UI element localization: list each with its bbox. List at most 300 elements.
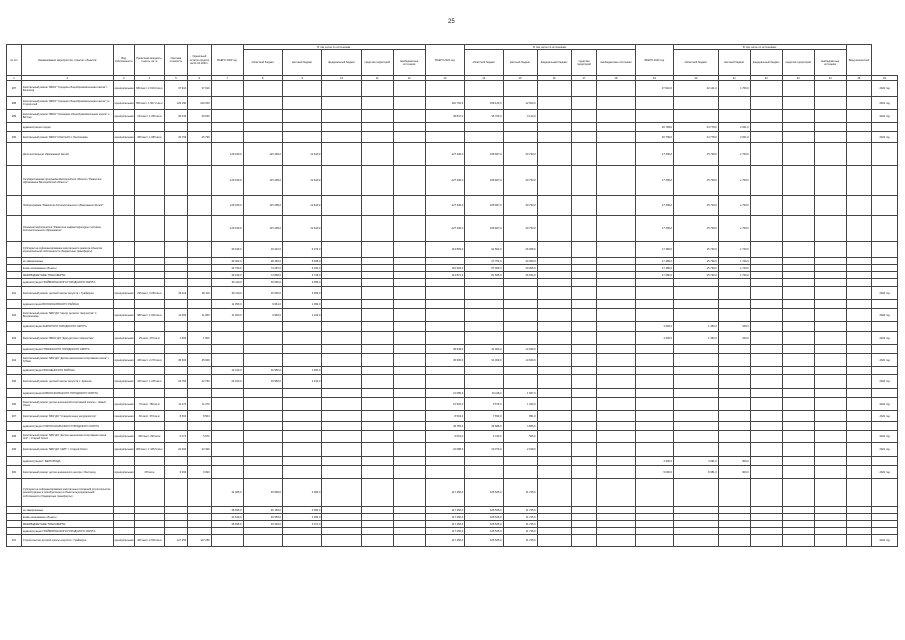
row-cost: 22 760 xyxy=(164,375,187,389)
row-total-2022 xyxy=(635,422,673,431)
row-extra-2021 xyxy=(597,466,635,479)
row-name: Основное мероприятие "Развитие инфраструктуры системы дополнительного образования" xyxy=(21,216,113,242)
row-regional-2021: 105 525,0 xyxy=(465,507,503,514)
row-local-2021: 11 725,0 xyxy=(503,479,537,507)
row-ownership: муниципальная xyxy=(113,398,134,411)
row-total-2022: 17 480,0 xyxy=(635,143,673,166)
table-row xyxy=(7,535,898,547)
row-spare xyxy=(846,322,872,332)
row-total-2022: 1 500,0 xyxy=(635,322,673,332)
row-extra-2020 xyxy=(393,196,425,216)
row-local-2022: 1 749,0 xyxy=(718,216,750,242)
row-local-2022: 1 749,0 xyxy=(718,196,750,216)
row-regional-2021: 4 440,0 xyxy=(465,431,503,443)
row-total-2021 xyxy=(425,322,464,332)
row-total-2022: 17 480,0 xyxy=(635,242,673,258)
row-territory-2020 xyxy=(361,398,393,411)
row-territory-2020 xyxy=(361,81,393,97)
header-total-2021: ВСЕГО 2021 год xyxy=(425,45,464,76)
row-spare xyxy=(846,300,872,309)
row-local-2020: 4 071,0 xyxy=(282,521,321,528)
table-row xyxy=(7,196,898,216)
row-total-2021: 45 600,0 xyxy=(425,354,464,367)
row-territory-2022 xyxy=(782,81,814,97)
row-local-2020: 3 059,0 xyxy=(282,287,321,300)
row-extra-2020 xyxy=(393,528,425,535)
row-total-2020 xyxy=(211,322,243,332)
row-extra-2020 xyxy=(393,143,425,166)
row-local-2020: 3 718,0 xyxy=(282,272,321,279)
row-local-2022: 1 749,0 xyxy=(718,265,750,272)
row-extra-2021 xyxy=(597,431,635,443)
row-territory-2021 xyxy=(571,110,597,123)
row-total-2020: 12 410,0 xyxy=(211,367,243,375)
row-regional-2021: 20 070,0 xyxy=(465,443,503,457)
row-regional-2021 xyxy=(465,322,503,332)
row-remaining xyxy=(188,322,211,332)
row-ownership: муниципальная xyxy=(113,466,134,479)
header-capacity: Проектная мощность, тенгеть, кв. м xyxy=(134,45,164,76)
row-total-2021 xyxy=(425,287,464,300)
row-spare xyxy=(846,279,872,287)
row-capacity xyxy=(134,389,164,398)
row-local-2020 xyxy=(282,457,321,466)
row-extra-2022 xyxy=(814,110,846,123)
row-cost xyxy=(164,242,187,258)
row-ownership: муниципальная xyxy=(113,431,134,443)
row-ownership xyxy=(113,479,134,507)
row-regional-2020: 33 060,0 xyxy=(243,279,282,287)
row-regional-2021: 35 703,0 xyxy=(465,110,503,123)
row-territory-2021 xyxy=(571,466,597,479)
row-total-2021: 117 250,0 xyxy=(425,535,464,547)
row-number: 295 xyxy=(7,375,22,389)
row-local-2020: 12 610,0 xyxy=(282,216,321,242)
row-local-2020 xyxy=(282,81,321,97)
row-regional-2021 xyxy=(465,132,503,143)
row-local-2022 xyxy=(718,300,750,309)
row-remaining xyxy=(188,528,211,535)
row-cost: 11 270 xyxy=(164,398,187,411)
row-extra-2022 xyxy=(814,507,846,514)
row-local-2021: 1 967,0 xyxy=(503,389,537,398)
row-extra-2021 xyxy=(597,132,635,143)
src-col: областной бюджет xyxy=(465,50,503,76)
row-total-2022 xyxy=(635,367,673,375)
row-completion xyxy=(872,367,898,375)
row-ownership: муниципальная xyxy=(113,287,134,300)
row-local-2020: 5 028,0 xyxy=(282,258,321,265)
row-federal-2022 xyxy=(750,287,782,300)
row-territory-2020 xyxy=(361,514,393,521)
row-ownership xyxy=(113,389,134,398)
table-row xyxy=(7,123,898,132)
row-total-2021: 227 340,0 xyxy=(425,166,464,196)
row-remaining xyxy=(188,367,211,375)
row-federal-2022 xyxy=(750,110,782,123)
row-total-2021: 114 872,0 xyxy=(425,272,464,279)
row-local-2021 xyxy=(503,287,537,300)
table-row xyxy=(7,97,898,110)
row-federal-2022 xyxy=(750,431,782,443)
row-remaining xyxy=(188,345,211,354)
row-remaining: 11 050 xyxy=(188,309,211,322)
row-ownership xyxy=(113,367,134,375)
row-territory-2020 xyxy=(361,345,393,354)
row-local-2020: 3 059,0 xyxy=(282,279,321,287)
row-local-2022: 2 021,0 xyxy=(718,132,750,143)
column-number: 4 xyxy=(134,76,164,81)
row-remaining xyxy=(188,457,211,466)
row-capacity: 134 мест, 1 050 кв.м xyxy=(134,110,164,123)
row-local-2022 xyxy=(718,507,750,514)
row-number xyxy=(7,367,22,375)
row-federal-2020 xyxy=(322,166,361,196)
row-local-2020: 1 460,0 xyxy=(282,367,321,375)
row-capacity xyxy=(134,123,164,132)
row-local-2020 xyxy=(282,110,321,123)
row-spare xyxy=(846,479,872,507)
row-capacity xyxy=(134,279,164,287)
row-spare xyxy=(846,535,872,547)
row-territory-2020 xyxy=(361,479,393,507)
row-local-2021: 2 018,0 xyxy=(503,443,537,457)
row-spare xyxy=(846,287,872,300)
row-extra-2022 xyxy=(814,389,846,398)
row-regional-2020 xyxy=(243,389,282,398)
row-extra-2021 xyxy=(597,166,635,196)
row-territory-2022 xyxy=(782,375,814,389)
row-completion xyxy=(872,389,898,398)
row-remaining: 22 300 xyxy=(188,443,211,457)
row-local-2021 xyxy=(503,132,537,143)
row-spare xyxy=(846,123,872,132)
row-local-2022 xyxy=(718,535,750,547)
row-completion: 2021 год xyxy=(872,110,898,123)
row-name: Строительство детской школы искусств г. Грайворон xyxy=(21,535,113,547)
row-regional-2021: 105 525,0 xyxy=(465,479,503,507)
row-total-2021: 10 520,0 xyxy=(425,398,464,411)
row-total-2020 xyxy=(211,535,243,547)
row-local-2021: 29 005,0 xyxy=(503,265,537,272)
row-extra-2021 xyxy=(597,367,635,375)
row-total-2021: 227 340,0 xyxy=(425,143,464,166)
row-extra-2022 xyxy=(814,535,846,547)
row-federal-2021 xyxy=(537,272,571,279)
row-local-2021: 11 725,0 xyxy=(503,535,537,547)
row-number xyxy=(7,422,22,431)
row-extra-2020 xyxy=(393,367,425,375)
row-extra-2020 xyxy=(393,97,425,110)
row-local-2020 xyxy=(282,132,321,143)
row-local-2022: 2 021,0 xyxy=(718,123,750,132)
row-federal-2022 xyxy=(750,332,782,345)
row-local-2021 xyxy=(503,466,537,479)
row-regional-2021: 186 607,0 xyxy=(465,216,503,242)
row-regional-2020 xyxy=(243,398,282,411)
row-regional-2022: 1 350,0 xyxy=(674,322,719,332)
row-federal-2021 xyxy=(537,389,571,398)
row-federal-2022 xyxy=(750,389,782,398)
row-local-2020 xyxy=(282,97,321,110)
row-extra-2020 xyxy=(393,443,425,457)
row-regional-2021 xyxy=(465,123,503,132)
row-number xyxy=(7,143,22,166)
row-federal-2021 xyxy=(537,375,571,389)
row-completion xyxy=(872,279,898,287)
row-federal-2020 xyxy=(322,287,361,300)
row-capacity xyxy=(134,265,164,272)
row-total-2022 xyxy=(635,411,673,422)
row-territory-2021 xyxy=(571,398,597,411)
row-total-2021: 116 993,0 xyxy=(425,265,464,272)
row-local-2020 xyxy=(282,411,321,422)
row-ownership xyxy=(113,457,134,466)
row-local-2022: 1 749,0 xyxy=(718,166,750,196)
row-extra-2022 xyxy=(814,242,846,258)
row-spare xyxy=(846,97,872,110)
row-remaining xyxy=(188,272,211,279)
src-col: средства территорий xyxy=(571,50,597,76)
row-extra-2020 xyxy=(393,411,425,422)
row-regional-2020 xyxy=(243,110,282,123)
row-extra-2022 xyxy=(814,81,846,97)
row-regional-2022: 24 778,0 xyxy=(674,123,719,132)
src-col: федеральный бюджет xyxy=(750,50,782,76)
src-col: средства территорий xyxy=(361,50,393,76)
row-territory-2022 xyxy=(782,345,814,354)
row-regional-2022 xyxy=(674,528,719,535)
row-territory-2022 xyxy=(782,196,814,216)
row-federal-2022 xyxy=(750,507,782,514)
row-local-2021: 11 725,0 xyxy=(503,514,537,521)
row-territory-2022 xyxy=(782,535,814,547)
row-federal-2022 xyxy=(750,457,782,466)
row-federal-2022 xyxy=(750,265,782,272)
row-federal-2021 xyxy=(537,143,571,166)
row-cost: 37 910 xyxy=(164,81,187,97)
row-total-2020: 46 696,0 xyxy=(211,507,243,514)
header-total-2020: ВСЕГО 2020 год xyxy=(211,45,243,76)
row-regional-2021: 108 120,0 xyxy=(465,97,503,110)
row-name: Капитальный ремонт МБОУ "Средняя общеобразовательная школа" г. Белгород xyxy=(21,81,113,97)
row-regional-2021 xyxy=(465,367,503,375)
row-total-2021 xyxy=(425,457,464,466)
row-total-2020: 33 190,0 xyxy=(211,272,243,279)
table-row xyxy=(7,367,898,375)
row-ownership: муниципальная xyxy=(113,97,134,110)
row-extra-2021 xyxy=(597,422,635,431)
row-total-2022 xyxy=(635,443,673,457)
row-regional-2022 xyxy=(674,431,719,443)
row-territory-2020 xyxy=(361,272,393,279)
row-territory-2021 xyxy=(571,535,597,547)
header-remaining: Оценочный остаток средств на 01.01.2020 г. xyxy=(188,45,211,76)
row-federal-2022 xyxy=(750,166,782,196)
row-extra-2020 xyxy=(393,300,425,309)
row-completion xyxy=(872,272,898,279)
row-number xyxy=(7,242,22,258)
column-number: 23 xyxy=(782,76,814,81)
row-local-2021: 40 733,0 xyxy=(503,166,537,196)
row-capacity xyxy=(134,196,164,216)
column-number: 2 xyxy=(21,76,113,81)
row-cost xyxy=(164,166,187,196)
row-number xyxy=(7,345,22,354)
row-federal-2022 xyxy=(750,345,782,354)
src-col: федеральный бюджет xyxy=(537,50,571,76)
row-completion: 2020 год xyxy=(872,287,898,300)
row-cost xyxy=(164,143,187,166)
row-extra-2020 xyxy=(393,535,425,547)
row-extra-2020 xyxy=(393,345,425,354)
row-completion: 2020 год xyxy=(872,309,898,322)
row-total-2022 xyxy=(635,97,673,110)
row-federal-2021 xyxy=(537,345,571,354)
row-regional-2020: 9 961,0 xyxy=(243,300,282,309)
column-number: 17 xyxy=(571,76,597,81)
row-federal-2020 xyxy=(322,97,361,110)
row-capacity: 60 мест, 370 кв.м xyxy=(134,411,164,422)
row-total-2022 xyxy=(635,375,673,389)
row-total-2020: 33 169,0 xyxy=(211,242,243,258)
row-territory-2021 xyxy=(571,507,597,514)
row-number: 287 xyxy=(7,81,22,97)
row-extra-2021 xyxy=(597,479,635,507)
row-territory-2022 xyxy=(782,528,814,535)
row-extra-2022 xyxy=(814,398,846,411)
row-number: 301 xyxy=(7,535,22,547)
row-extra-2021 xyxy=(597,279,635,287)
row-federal-2020 xyxy=(322,279,361,287)
row-extra-2020 xyxy=(393,242,425,258)
row-federal-2022 xyxy=(750,411,782,422)
row-regional-2020 xyxy=(243,132,282,143)
row-territory-2022 xyxy=(782,479,814,507)
row-territory-2020 xyxy=(361,457,393,466)
row-extra-2020 xyxy=(393,258,425,265)
row-total-2022 xyxy=(635,345,673,354)
src-col: внебюджетные источники xyxy=(393,50,425,76)
row-regional-2022: 4 391,0 xyxy=(674,457,719,466)
header-est-cost: Сметная стоимость xyxy=(164,45,187,76)
row-extra-2021 xyxy=(597,528,635,535)
row-total-2020 xyxy=(211,528,243,535)
row-federal-2020 xyxy=(322,143,361,166)
row-total-2022 xyxy=(635,479,673,507)
row-regional-2020: 115 260,0 xyxy=(243,166,282,196)
row-territory-2020 xyxy=(361,123,393,132)
row-completion: 2021 год xyxy=(872,443,898,457)
row-local-2022 xyxy=(718,389,750,398)
row-regional-2022 xyxy=(674,443,719,457)
row-territory-2020 xyxy=(361,389,393,398)
row-federal-2022 xyxy=(750,375,782,389)
row-local-2021: 1 023,0 xyxy=(503,398,537,411)
row-extra-2020 xyxy=(393,216,425,242)
row-local-2021: 11 725,0 xyxy=(503,521,537,528)
row-spare xyxy=(846,367,872,375)
row-total-2021 xyxy=(425,81,464,97)
row-federal-2020 xyxy=(322,411,361,422)
row-completion: 2021 год xyxy=(872,398,898,411)
row-completion xyxy=(872,345,898,354)
row-spare xyxy=(846,398,872,411)
row-territory-2021 xyxy=(571,123,597,132)
row-regional-2022 xyxy=(674,389,719,398)
row-total-2022: 26 799,0 xyxy=(635,123,673,132)
row-federal-2020 xyxy=(322,242,361,258)
row-territory-2021 xyxy=(571,300,597,309)
row-territory-2022 xyxy=(782,457,814,466)
row-total-2022: 17 480,0 xyxy=(635,166,673,196)
row-territory-2021 xyxy=(571,411,597,422)
row-ownership xyxy=(113,258,134,265)
row-total-2020 xyxy=(211,443,243,457)
row-federal-2022 xyxy=(750,132,782,143)
row-regional-2022 xyxy=(674,345,719,354)
table-body xyxy=(7,76,898,547)
row-name: администрация КРАСНЕНСКОГО РАЙОНА xyxy=(21,367,113,375)
row-local-2021: 30 360,0 xyxy=(503,258,537,265)
row-remaining: 11 270 xyxy=(188,398,211,411)
row-total-2020: 41 065,0 xyxy=(211,479,243,507)
src-col: местный бюджет xyxy=(503,50,537,76)
row-number: 292 xyxy=(7,309,22,322)
row-ownership: муниципальная xyxy=(113,110,134,123)
row-local-2020: 4 066,0 xyxy=(282,479,321,507)
row-capacity xyxy=(134,521,164,528)
row-regional-2022 xyxy=(674,521,719,528)
src-col: областной бюджет xyxy=(674,50,719,76)
row-total-2020: 46 695,0 xyxy=(211,521,243,528)
row-territory-2020 xyxy=(361,132,393,143)
row-ownership xyxy=(113,528,134,535)
row-local-2020 xyxy=(282,123,321,132)
row-name: Капитальный ремонт МБОУ "Основная общеобразовательная школа" с. Волчье xyxy=(21,110,113,123)
row-completion xyxy=(872,242,898,258)
row-local-2021: 40 733,0 xyxy=(503,143,537,166)
row-capacity xyxy=(134,272,164,279)
row-remaining xyxy=(188,216,211,242)
row-territory-2022 xyxy=(782,132,814,143)
row-local-2020 xyxy=(282,466,321,479)
row-completion xyxy=(872,258,898,265)
row-regional-2022 xyxy=(674,398,719,411)
row-local-2021: 851,0 xyxy=(503,411,537,422)
row-spare xyxy=(846,132,872,143)
row-extra-2022 xyxy=(814,479,846,507)
row-territory-2022 xyxy=(782,514,814,521)
table-row xyxy=(7,332,898,345)
row-name: Капитальный ремонт МБОУ ДО "Дом детского творчества" xyxy=(21,332,113,345)
row-local-2020: 2 210,0 xyxy=(282,375,321,389)
table-row xyxy=(7,466,898,479)
row-territory-2022 xyxy=(782,367,814,375)
row-remaining xyxy=(188,166,211,196)
row-extra-2021 xyxy=(597,110,635,123)
row-federal-2020 xyxy=(322,521,361,528)
row-federal-2022 xyxy=(750,216,782,242)
row-territory-2021 xyxy=(571,265,597,272)
row-local-2022 xyxy=(718,528,750,535)
row-total-2020 xyxy=(211,398,243,411)
row-federal-2022 xyxy=(750,398,782,411)
row-local-2020: 6 376,0 xyxy=(282,242,321,258)
row-regional-2022 xyxy=(674,375,719,389)
row-remaining xyxy=(188,123,211,132)
row-local-2021: 11 725,0 xyxy=(503,507,537,514)
